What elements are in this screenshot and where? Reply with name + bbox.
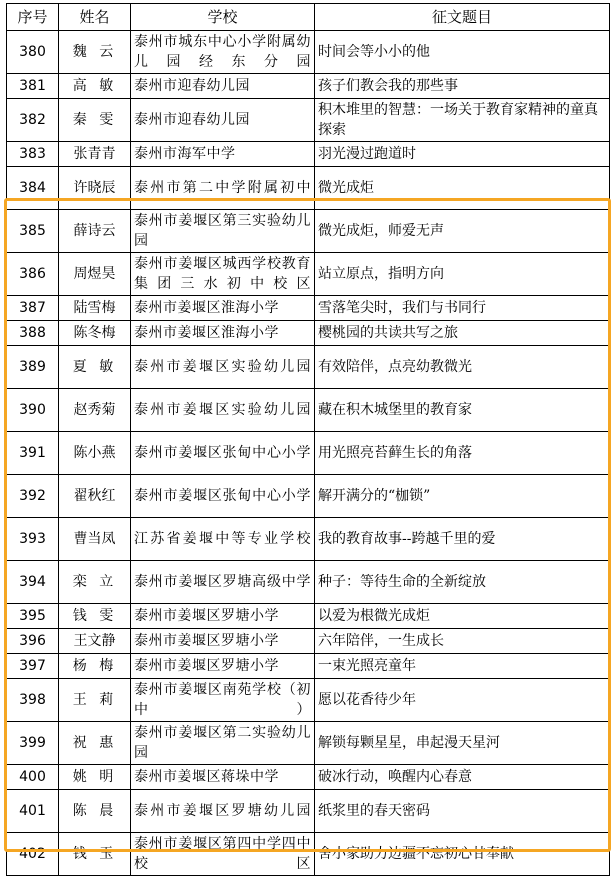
table-row	[7, 296, 610, 321]
essay-title: 用光照亮苔藓生长的角落	[315, 432, 610, 475]
row-number: 381	[7, 74, 59, 99]
author-name: 王莉	[59, 679, 131, 722]
author-name: 曹当凤	[59, 518, 131, 561]
row-number: 388	[7, 321, 59, 346]
row-number: 398	[7, 679, 59, 722]
author-name: 夏敏	[59, 346, 131, 389]
author-name: 魏云	[59, 31, 131, 74]
row-number: 402	[7, 833, 59, 876]
row-number: 384	[7, 167, 59, 210]
author-name: 王文静	[59, 629, 131, 654]
essay-title: 我的教育故事--跨越千里的爱	[315, 518, 610, 561]
author-name: 钱雯	[59, 604, 131, 629]
essay-title: 微光成炬	[315, 167, 610, 210]
essay-title: 雪落笔尖时，我们与书同行	[315, 296, 610, 321]
author-name: 赵秀菊	[59, 389, 131, 432]
author-name: 薛诗云	[59, 210, 131, 253]
essay-title: 种子：等待生命的全新绽放	[315, 561, 610, 604]
header-number: 序号	[7, 4, 59, 31]
table-row	[7, 790, 610, 833]
table-row	[7, 321, 610, 346]
school-name: 泰州市姜堰区罗塘小学	[131, 654, 315, 679]
school-name: 泰州市第二中学附属初中	[131, 167, 315, 210]
author-name: 栾立	[59, 561, 131, 604]
author-name: 陈小燕	[59, 432, 131, 475]
essay-title: 舍小家助力边疆不忘初心甘奉献	[315, 833, 610, 876]
table-row	[7, 722, 610, 765]
author-name: 周煜昊	[59, 253, 131, 296]
essay-title: 站立原点，指明方向	[315, 253, 610, 296]
essay-title: 六年陪伴，一生成长	[315, 629, 610, 654]
school-name: 泰州市姜堰区罗塘高级中学	[131, 561, 315, 604]
school-name: 泰州市迎春幼儿园	[131, 74, 315, 99]
row-number: 391	[7, 432, 59, 475]
table-row	[7, 99, 610, 142]
school-name: 泰州市姜堰区张甸中心小学	[131, 432, 315, 475]
essay-title: 一束光照亮童年	[315, 654, 610, 679]
essay-title: 樱桃园的共读共写之旅	[315, 321, 610, 346]
table-row	[7, 253, 610, 296]
table-row	[7, 475, 610, 518]
table-row	[7, 833, 610, 876]
school-name: 泰州市姜堰区张甸中心小学	[131, 475, 315, 518]
header-row	[7, 4, 610, 31]
table-row	[7, 561, 610, 604]
table-row	[7, 210, 610, 253]
school-name: 泰州市姜堰区罗塘幼儿园	[131, 790, 315, 833]
author-name: 翟秋红	[59, 475, 131, 518]
school-name: 泰州市姜堰区罗塘小学	[131, 604, 315, 629]
school-name: 泰州市姜堰区第四中学四中校区	[131, 833, 315, 876]
row-number: 383	[7, 142, 59, 167]
author-name: 秦雯	[59, 99, 131, 142]
author-name: 陆雪梅	[59, 296, 131, 321]
essay-title: 解开满分的“枷锁”	[315, 475, 610, 518]
table-row	[7, 346, 610, 389]
row-number: 399	[7, 722, 59, 765]
table-row	[7, 679, 610, 722]
school-name: 泰州市姜堰区第二实验幼儿园	[131, 722, 315, 765]
school-name: 泰州市姜堰区淮海小学	[131, 296, 315, 321]
school-name: 泰州市姜堰区罗塘小学	[131, 629, 315, 654]
row-number: 390	[7, 389, 59, 432]
author-name: 祝惠	[59, 722, 131, 765]
row-number: 394	[7, 561, 59, 604]
table-row	[7, 74, 610, 99]
essay-title: 解锁每颗星星，串起漫天星河	[315, 722, 610, 765]
table-row	[7, 167, 610, 210]
essay-title: 有效陪伴，点亮幼教微光	[315, 346, 610, 389]
row-number: 387	[7, 296, 59, 321]
author-name: 钱玉	[59, 833, 131, 876]
author-name: 陈晨	[59, 790, 131, 833]
table-row	[7, 31, 610, 74]
school-name: 泰州市姜堰区南苑学校（初中）	[131, 679, 315, 722]
header-school: 学校	[131, 4, 315, 31]
row-number: 382	[7, 99, 59, 142]
school-name: 泰州市姜堰区城西学校教育集团三水初中校区	[131, 253, 315, 296]
row-number: 392	[7, 475, 59, 518]
row-number: 401	[7, 790, 59, 833]
table-row	[7, 604, 610, 629]
author-name: 姚明	[59, 765, 131, 790]
essay-title: 破冰行动，唤醒内心春意	[315, 765, 610, 790]
table-row	[7, 654, 610, 679]
school-name: 泰州市姜堰区实验幼儿园	[131, 389, 315, 432]
row-number: 397	[7, 654, 59, 679]
table-row	[7, 142, 610, 167]
essay-title: 以爱为根微光成炬	[315, 604, 610, 629]
row-number: 380	[7, 31, 59, 74]
author-name: 陈冬梅	[59, 321, 131, 346]
submission-table	[6, 3, 610, 876]
school-name: 泰州市海军中学	[131, 142, 315, 167]
essay-title: 愿以花香待少年	[315, 679, 610, 722]
author-name: 杨梅	[59, 654, 131, 679]
school-name: 泰州市迎春幼儿园	[131, 99, 315, 142]
row-number: 396	[7, 629, 59, 654]
essay-title: 时间会等小小的他	[315, 31, 610, 74]
author-name: 高敏	[59, 74, 131, 99]
school-name: 泰州市姜堰区实验幼儿园	[131, 346, 315, 389]
essay-title: 羽光漫过跑道时	[315, 142, 610, 167]
essay-title: 积木堆里的智慧：一场关于教育家精神的童真探索	[315, 99, 610, 142]
table-row	[7, 432, 610, 475]
school-name: 泰州市姜堰区第三实验幼儿园	[131, 210, 315, 253]
essay-title: 藏在积木城堡里的教育家	[315, 389, 610, 432]
table-row	[7, 389, 610, 432]
essay-title: 孩子们教会我的那些事	[315, 74, 610, 99]
row-number: 393	[7, 518, 59, 561]
essay-title: 微光成炬，师爱无声	[315, 210, 610, 253]
essay-title: 纸浆里的春天密码	[315, 790, 610, 833]
row-number: 389	[7, 346, 59, 389]
row-number: 395	[7, 604, 59, 629]
header-essay-title: 征文题目	[315, 4, 610, 31]
author-name: 张青青	[59, 142, 131, 167]
row-number: 385	[7, 210, 59, 253]
row-number: 386	[7, 253, 59, 296]
author-name: 许晓辰	[59, 167, 131, 210]
table-row	[7, 765, 610, 790]
school-name: 江苏省姜堰中等专业学校	[131, 518, 315, 561]
school-name: 泰州市姜堰区蒋垛中学	[131, 765, 315, 790]
row-number: 400	[7, 765, 59, 790]
school-name: 泰州市城东中心小学附属幼儿园经东分园	[131, 31, 315, 74]
header-name: 姓名	[59, 4, 131, 31]
table-row	[7, 518, 610, 561]
school-name: 泰州市姜堰区淮海小学	[131, 321, 315, 346]
table-row	[7, 629, 610, 654]
